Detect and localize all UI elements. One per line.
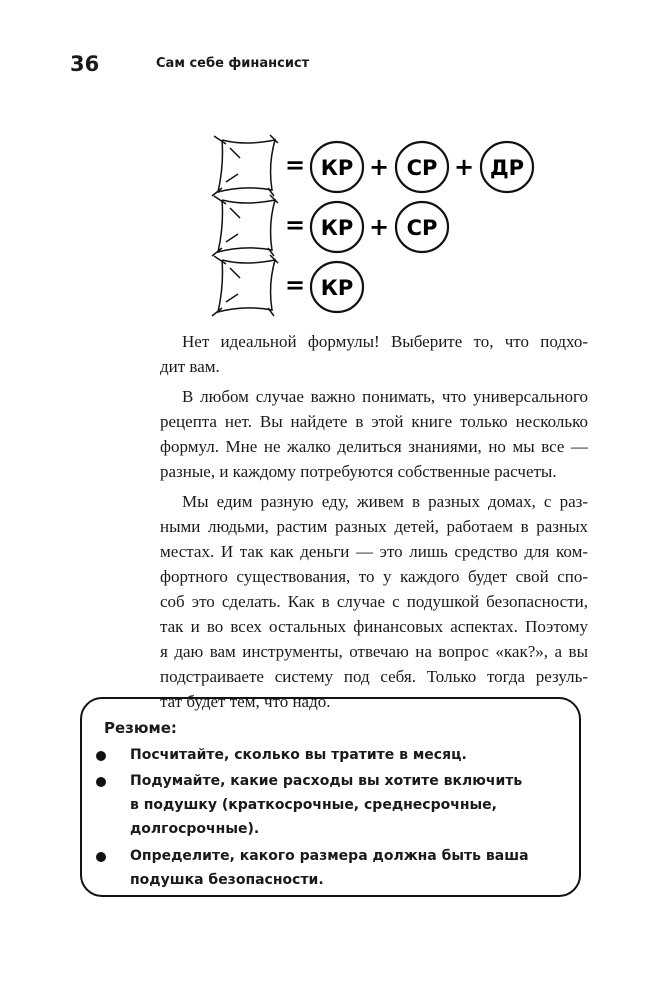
summary-item-line: подушка безопасности. xyxy=(130,872,324,888)
text-line: ными людьми, растим разных детей, работаем в разных xyxy=(160,517,588,536)
text-line: рецепта нет. Вы найдете в этой книге только несколько xyxy=(160,412,588,431)
summary-title: Резюме: xyxy=(104,719,177,737)
text-line: В любом случае важно понимать, что универсального xyxy=(182,387,588,406)
formula-row xyxy=(212,255,363,316)
paragraph xyxy=(160,489,588,714)
pillow-icon xyxy=(212,195,278,256)
paragraph xyxy=(160,329,588,379)
text-line: дит вам. xyxy=(160,357,220,376)
bullet-icon xyxy=(96,777,106,787)
pillow-icon xyxy=(212,135,278,196)
paragraph xyxy=(160,384,588,484)
summary-item xyxy=(96,844,566,892)
equals-sign: = xyxy=(285,211,306,239)
text-line: соб это сделать. Как в случае с подушкой безопасности, xyxy=(160,592,588,611)
summary-item-line: Подумайте, какие расходы вы хотите включить xyxy=(130,773,523,789)
summary-item-line: в подушку (краткосрочные, среднесрочные, xyxy=(130,797,497,813)
summary-item-line: Посчитайте, сколько вы тратите в месяц. xyxy=(130,747,467,763)
term-label: СР xyxy=(406,216,438,240)
text-line: тат будет тем, что надо. xyxy=(160,692,331,711)
text-line: Мы едим разную еду, живем в разных домах, с раз- xyxy=(182,492,588,511)
term-label: КР xyxy=(320,156,354,180)
formula-row xyxy=(212,135,533,196)
running-header-title: Сам себе финансист xyxy=(156,56,310,71)
formula-row xyxy=(212,195,448,256)
text-line: формул. Мне не жалко делиться знаниями, но мы все — xyxy=(160,437,588,456)
text-line: так и во всех остальных финансовых аспектах. Поэтому xyxy=(160,617,588,636)
summary-item xyxy=(96,769,566,841)
pillow-icon xyxy=(212,255,278,316)
equals-sign: = xyxy=(285,151,306,179)
plus-sign: + xyxy=(368,153,390,181)
equals-sign: = xyxy=(285,271,306,299)
summary-item-line: Определите, какого размера должна быть ваша xyxy=(130,848,529,864)
plus-sign: + xyxy=(368,213,390,241)
pillow-formula-diagram xyxy=(200,125,540,325)
text-line: подстраиваете систему под себя. Только тогда резуль- xyxy=(160,667,588,686)
summary-item-line: долгосрочные). xyxy=(130,821,260,837)
summary-box xyxy=(80,697,581,897)
text-line: разные, и каждому потребуются собственные расчеты. xyxy=(160,462,557,481)
plus-sign: + xyxy=(453,153,475,181)
body-text xyxy=(160,329,588,714)
text-line: местах. И так как деньги — это лишь средство для ком- xyxy=(160,542,588,561)
text-line: Нет идеальной формулы! Выберите то, что подхо- xyxy=(182,332,588,351)
text-line: я даю вам инструменты, отвечаю на вопрос «как?», а вы xyxy=(160,642,588,661)
summary-item xyxy=(96,743,566,767)
term-label: ДР xyxy=(489,156,525,180)
term-label: КР xyxy=(320,276,354,300)
term-label: КР xyxy=(320,216,354,240)
bullet-icon xyxy=(96,751,106,761)
text-line: фортного существования, то у каждого будет свой спо- xyxy=(160,567,588,586)
term-label: СР xyxy=(406,156,438,180)
page-number: 36 xyxy=(70,52,100,76)
bullet-icon xyxy=(96,852,106,862)
